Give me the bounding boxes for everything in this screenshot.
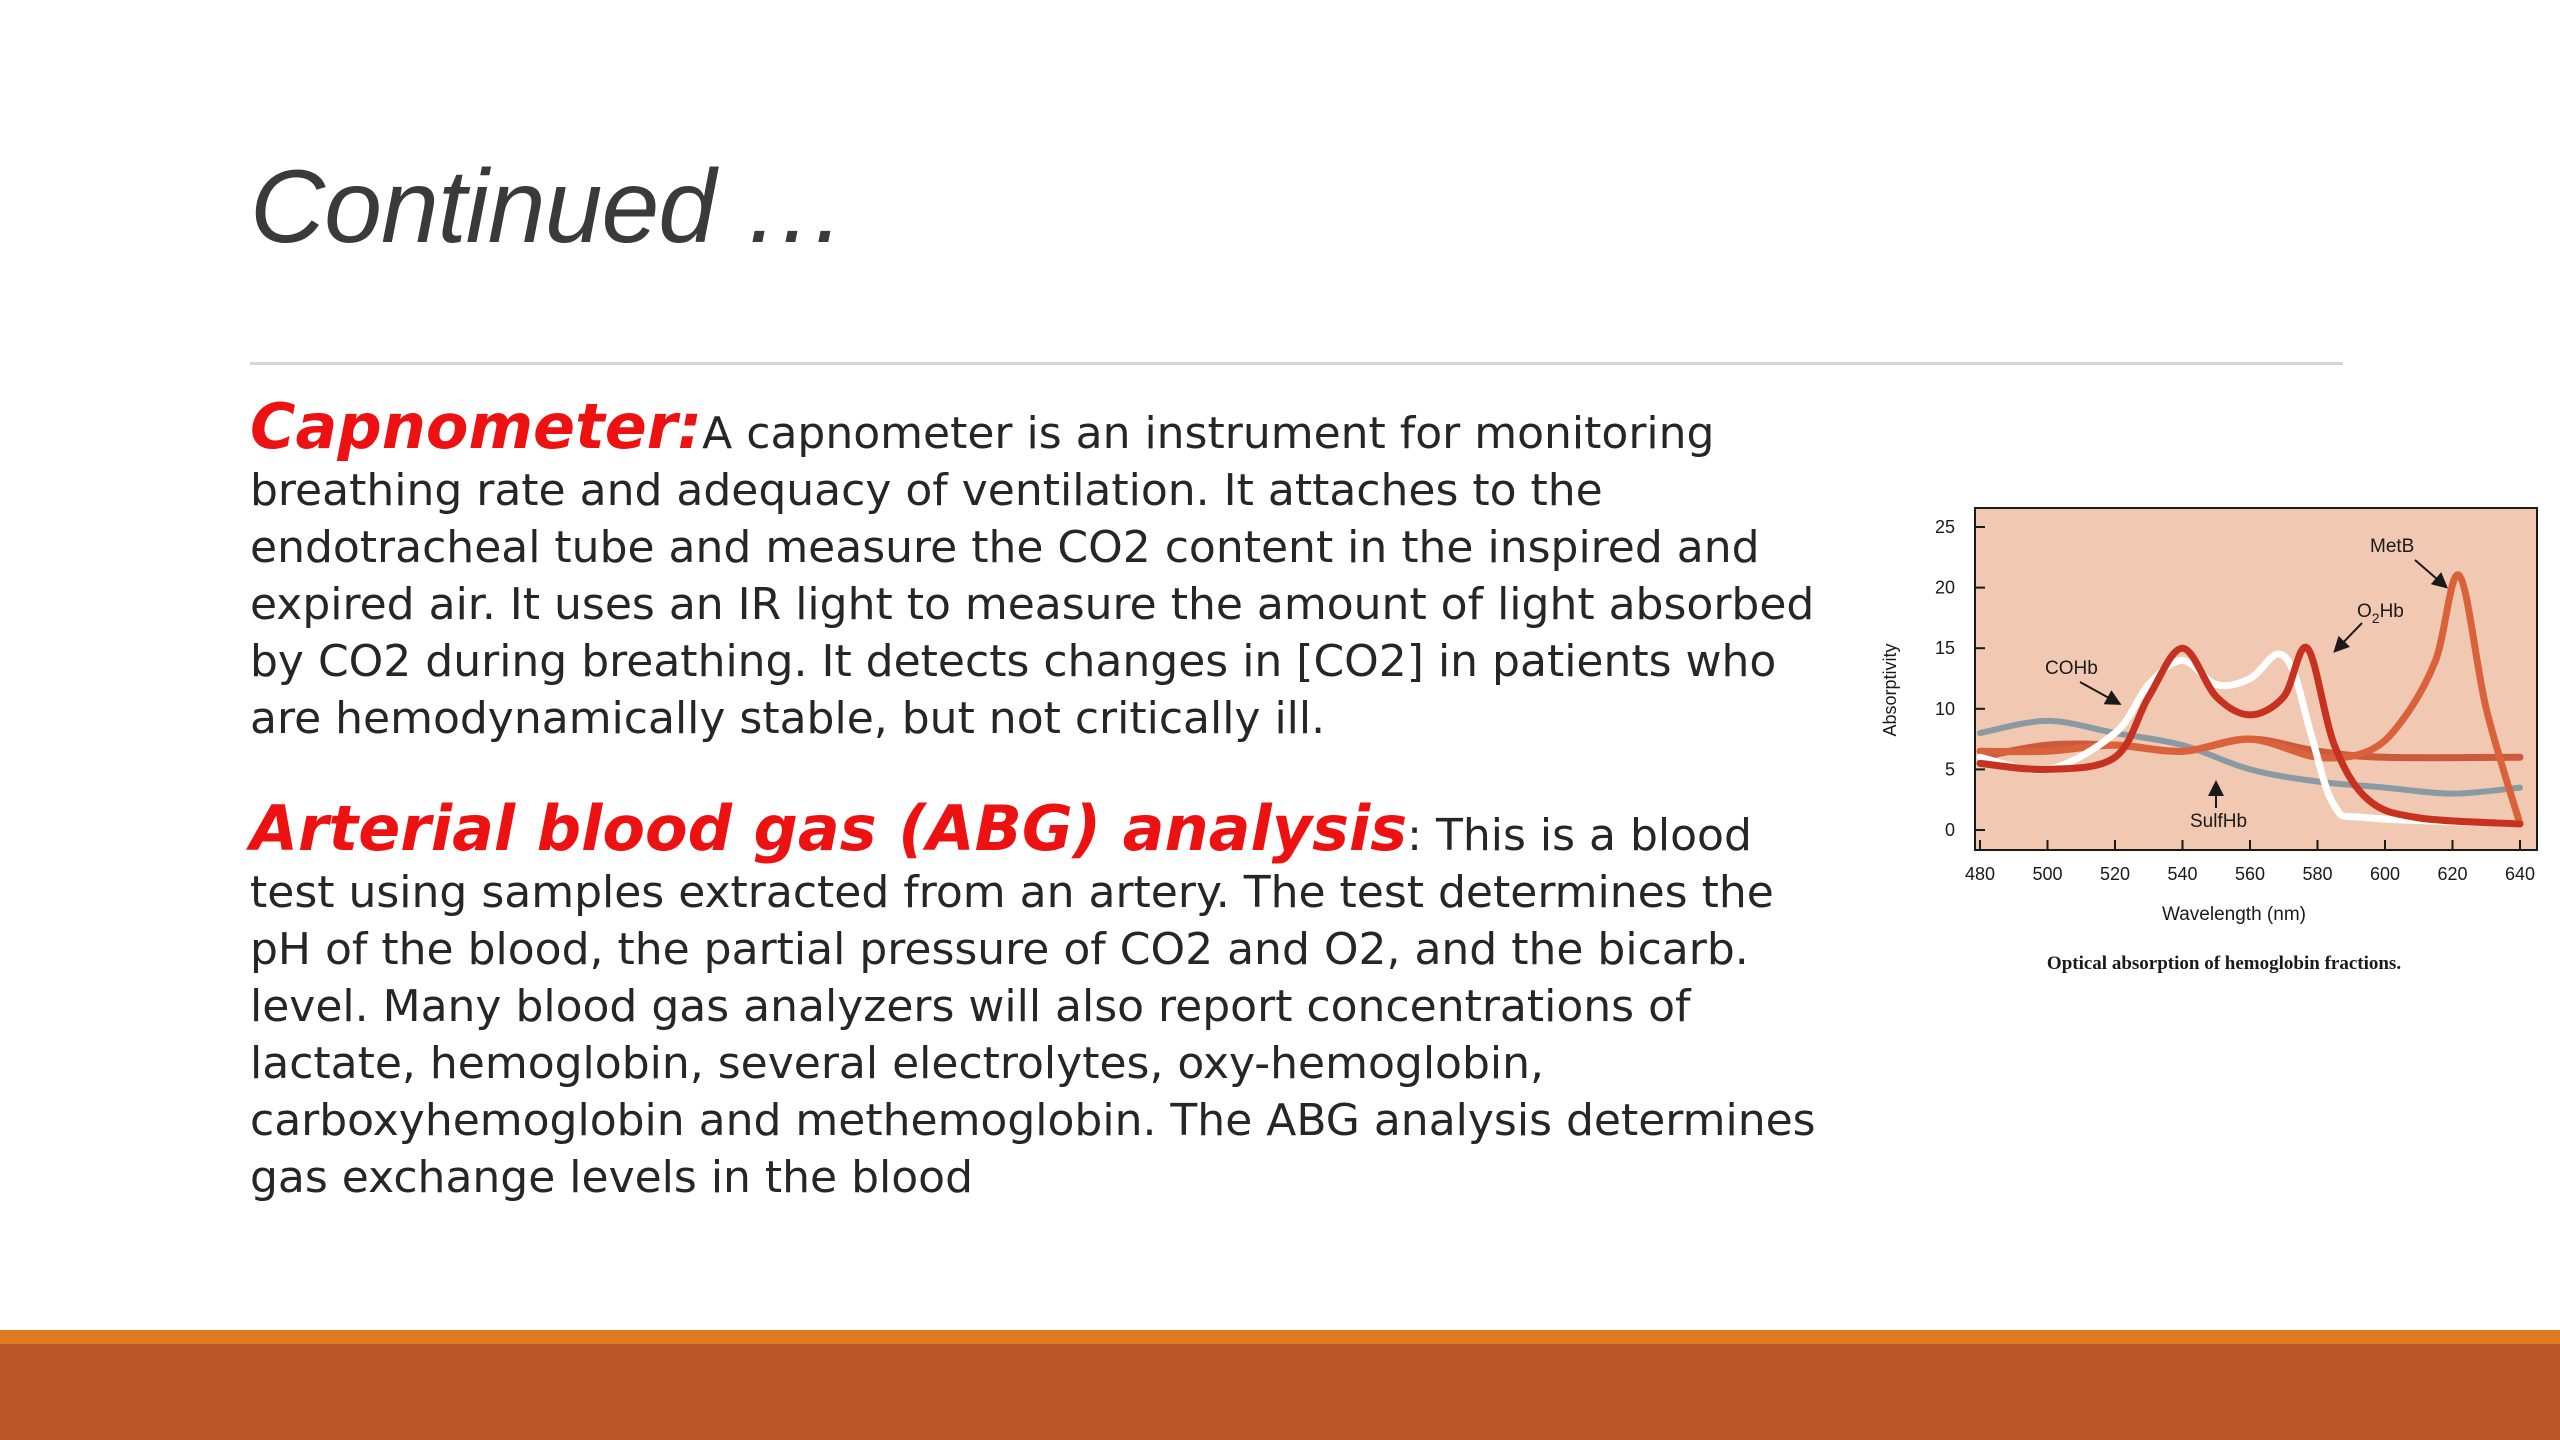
capnometer-term: Capnometer:	[250, 390, 703, 463]
y-tick-label: 20	[1934, 577, 1955, 598]
hemoglobin-absorption-figure	[1870, 490, 2560, 980]
figure-caption: Optical absorption of hemoglobin fractions.	[2046, 953, 2402, 974]
y-tick-label: 5	[1944, 759, 1955, 780]
slide-title: Continued …	[250, 149, 847, 265]
footer-accent-stripe	[0, 1330, 2560, 1344]
y-tick-label: 10	[1934, 698, 1955, 719]
x-tick-label: 520	[2099, 864, 2131, 884]
x-tick-label: 560	[2234, 864, 2266, 884]
capnometer-paragraph	[250, 390, 1830, 747]
title-divider	[250, 362, 2343, 365]
y-tick-label: 25	[1934, 517, 1955, 537]
x-tick-label: 480	[1964, 864, 1996, 884]
abg-paragraph	[250, 792, 1830, 1206]
metb-label: MetB	[2370, 536, 2415, 557]
capnometer-text: A capnometer is an instrument for monitoring breathing rate and adequacy of ventilation. It attaches to the endotracheal tube and measure the CO2 content in the inspired and expired air. It uses an IR light to measure the amount of light absorbed by CO2 during breathing. It detects changes in [CO2] in patients who are hemodynamically stable, but not critically ill.	[250, 408, 1815, 744]
x-tick-label: 500	[2032, 864, 2063, 884]
cohb-label: COHb	[2045, 658, 2098, 679]
x-tick-label: 580	[2302, 864, 2333, 884]
y-axis-label: Absorptivity	[1880, 643, 1900, 737]
sulfhb-label: SulfHb	[2190, 811, 2248, 832]
x-tick-label: 620	[2437, 864, 2468, 884]
y-tick-label: 15	[1934, 638, 1955, 659]
abg-text: This is a blood test using samples extracted from an artery. The test determines the pH of the blood, the partial pressure of CO2 and O2, and the bicarb. level. Many blood gas analyzers will also report concentrations of lactate, hemoglobin, several electrolytes, oxy-hemoglobin, carboxyhemoglobin and methemoglobin. The ABG analysis determines gas exchange levels in the blood	[250, 810, 1816, 1203]
plot-area	[1975, 508, 2537, 850]
o2hb-label: $O_2Hb$	[2357, 601, 2404, 626]
absorption-chart	[1870, 490, 2560, 980]
footer-band	[0, 1344, 2560, 1440]
abg-separator: :	[1407, 810, 1422, 861]
x-tick-label: 540	[2167, 864, 2198, 884]
x-tick-label: 600	[2369, 864, 2401, 884]
x-axis-label: Wavelength (nm)	[2162, 904, 2306, 925]
x-tick-label: 640	[2504, 864, 2536, 884]
y-tick-label: 0	[1944, 820, 1955, 840]
abg-term: Arterial blood gas (ABG) analysis	[250, 792, 1408, 865]
